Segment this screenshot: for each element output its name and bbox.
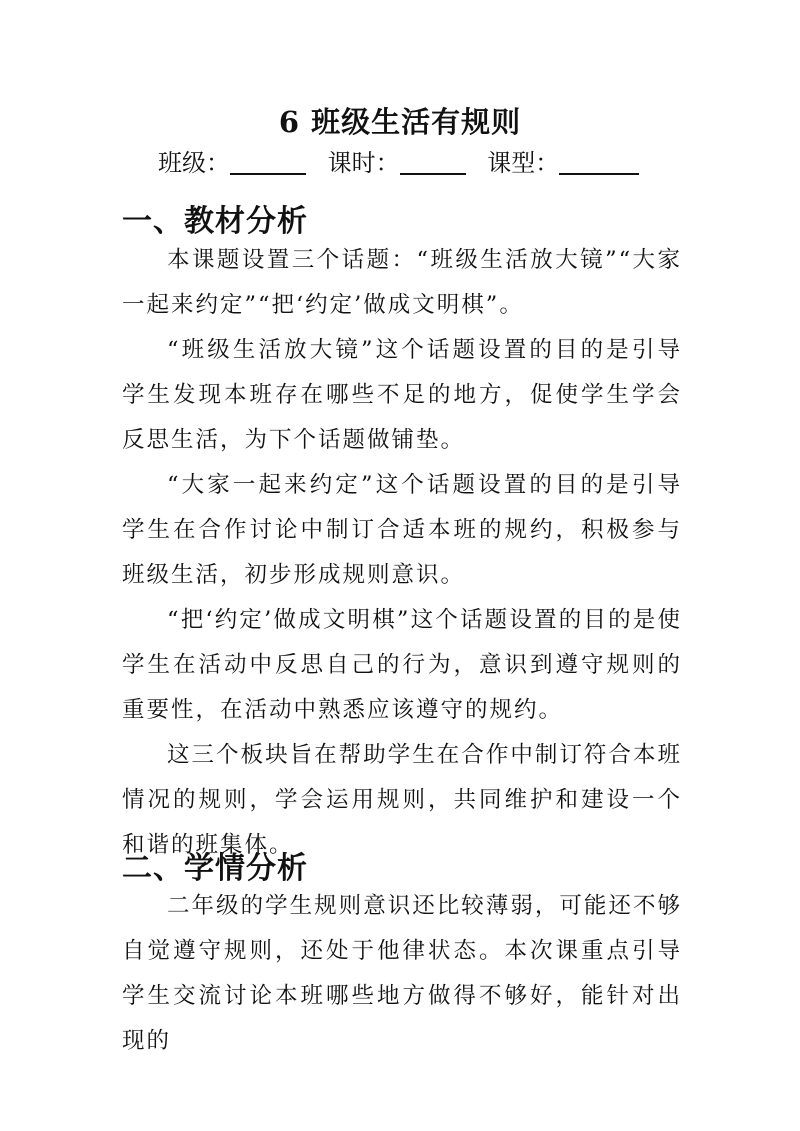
period-label: 课时： [327,149,400,177]
period-blank [400,147,466,175]
section-body-textbook-analysis [122,238,682,868]
section-heading-textbook-analysis: 一、教材分析 [122,204,308,239]
paragraph: 二年级的学生规则意识还比较薄弱，可能还不够自觉遵守规则，还处于他律状态。本次课重点引导学生交流讨论本班哪些地方做得不够好，能针对出现的 [122,893,682,1054]
class-blank [230,147,306,175]
type-field [487,146,639,180]
class-label: 班级： [158,149,230,177]
paragraph: 这三个板块旨在帮助学生在合作中制订符合本班情况的规则，学会运用规则，共同维护和建设一个和谐的班集体。 [122,742,682,858]
type-blank [559,147,639,175]
class-field [158,146,306,180]
period-field [328,146,466,180]
lesson-meta-row [158,146,653,180]
type-label: 课型： [487,149,560,177]
paragraph: 本课题设置三个话题：“班级生活放大镜”“大家一起来约定”“把‘约定’做成文明棋”。 [122,247,682,318]
section-body-student-analysis [122,884,682,1064]
paragraph: “把‘约定’做成文明棋”这个话题设置的目的是使学生在活动中反思自己的行为，意识到遵守规则的重要性，在活动中熟悉应该遵守的规约。 [122,607,682,723]
paragraph: “班级生活放大镜”这个话题设置的目的是引导学生发现本班存在哪些不足的地方，促使学生学会反思生活，为下个话题做铺垫。 [122,337,682,453]
section-heading-student-analysis: 二、学情分析 [122,851,308,886]
page-title: 6 班级生活有规则 [278,105,522,139]
paragraph: “大家一起来约定”这个话题设置的目的是引导学生在合作讨论中制订合适本班的规约，积极参与班级生活，初步形成规则意识。 [122,472,682,588]
